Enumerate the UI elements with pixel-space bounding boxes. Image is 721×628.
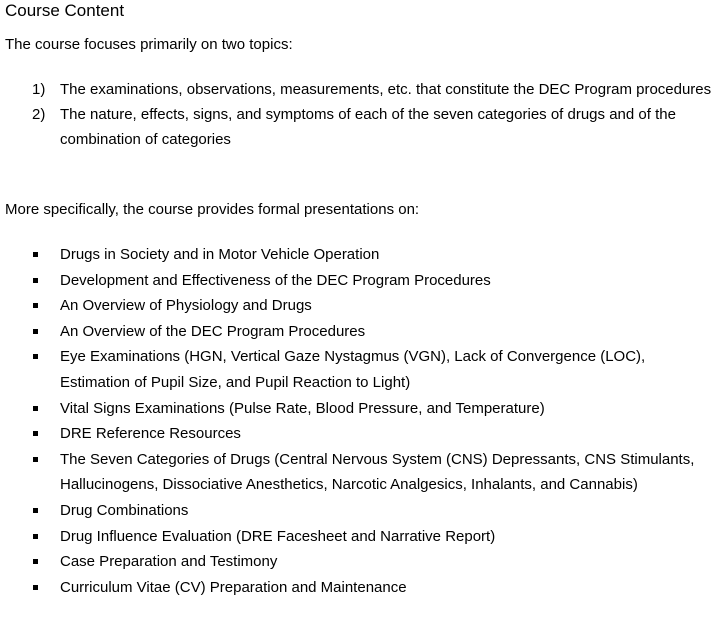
presentation-item [0, 575, 721, 601]
presentation-item [0, 319, 721, 345]
section-heading: Course Content [5, 1, 125, 20]
topic-item [0, 102, 721, 152]
presentation-text: Case Preparation and Testimony [60, 553, 278, 571]
square-bullet-icon [33, 534, 38, 539]
presentation-item [0, 524, 721, 550]
square-bullet-icon [33, 457, 38, 462]
presentation-item [0, 293, 721, 319]
presentation-item [0, 498, 721, 524]
topic-number: 1) [32, 81, 46, 98]
topic-number: 2) [32, 106, 46, 123]
square-bullet-icon [33, 278, 38, 283]
presentation-text: Curriculum Vitae (CV) Preparation and Maintenance [60, 578, 407, 596]
presentation-text: Development and Effectiveness of the DEC Program Procedures [60, 271, 491, 289]
presentation-text: Drug Combinations [60, 501, 189, 519]
presentation-text: Drugs in Society and in Motor Vehicle Operation [60, 246, 380, 263]
presentations-intro: More specifically, the course provides formal presentations on: [5, 201, 420, 218]
topic-text: The nature, effects, signs, and symptoms of each of the seven categories of drugs and of the combination of categories [60, 106, 676, 148]
square-bullet-icon [33, 559, 38, 564]
presentation-text: An Overview of Physiology and Drugs [60, 297, 312, 315]
square-bullet-icon [33, 354, 38, 359]
square-bullet-icon [33, 585, 38, 590]
presentations-list [0, 242, 721, 600]
topic-item [0, 77, 721, 102]
topics-list [0, 77, 721, 152]
presentation-text: Drug Influence Evaluation (DRE Facesheet and Narrative Report) [60, 527, 496, 545]
square-bullet-icon [33, 508, 38, 513]
presentation-text: DRE Reference Resources [60, 425, 241, 443]
square-bullet-icon [33, 303, 38, 308]
intro-paragraph: The course focuses primarily on two topics: [5, 36, 293, 53]
presentation-text: Eye Examinations (HGN, Vertical Gaze Nystagmus (VGN), Lack of Convergence (LOC), Estimation of Pupil Size, and Pupil Reaction to Light) [60, 348, 646, 391]
topic-text: The examinations, observations, measurements, etc. that constitute the DEC Program procedures [60, 81, 712, 98]
square-bullet-icon [33, 252, 38, 257]
presentation-item [0, 447, 721, 498]
presentation-item [0, 549, 721, 575]
presentation-text: Vital Signs Examinations (Pulse Rate, Blood Pressure, and Temperature) [60, 399, 545, 417]
presentation-text: The Seven Categories of Drugs (Central Nervous System (CNS) Depressants, CNS Stimulants, Hallucinogens, Dissociative Anesthetics, Narcotic Analgesics, Inhalants, and Cannabis) [60, 450, 695, 494]
presentation-item [0, 344, 721, 395]
presentation-item [0, 421, 721, 447]
presentation-item [0, 242, 721, 268]
square-bullet-icon [33, 431, 38, 436]
square-bullet-icon [33, 329, 38, 334]
presentation-item [0, 268, 721, 294]
presentation-item [0, 396, 721, 422]
square-bullet-icon [33, 406, 38, 411]
presentation-text: An Overview of the DEC Program Procedures [60, 322, 366, 340]
